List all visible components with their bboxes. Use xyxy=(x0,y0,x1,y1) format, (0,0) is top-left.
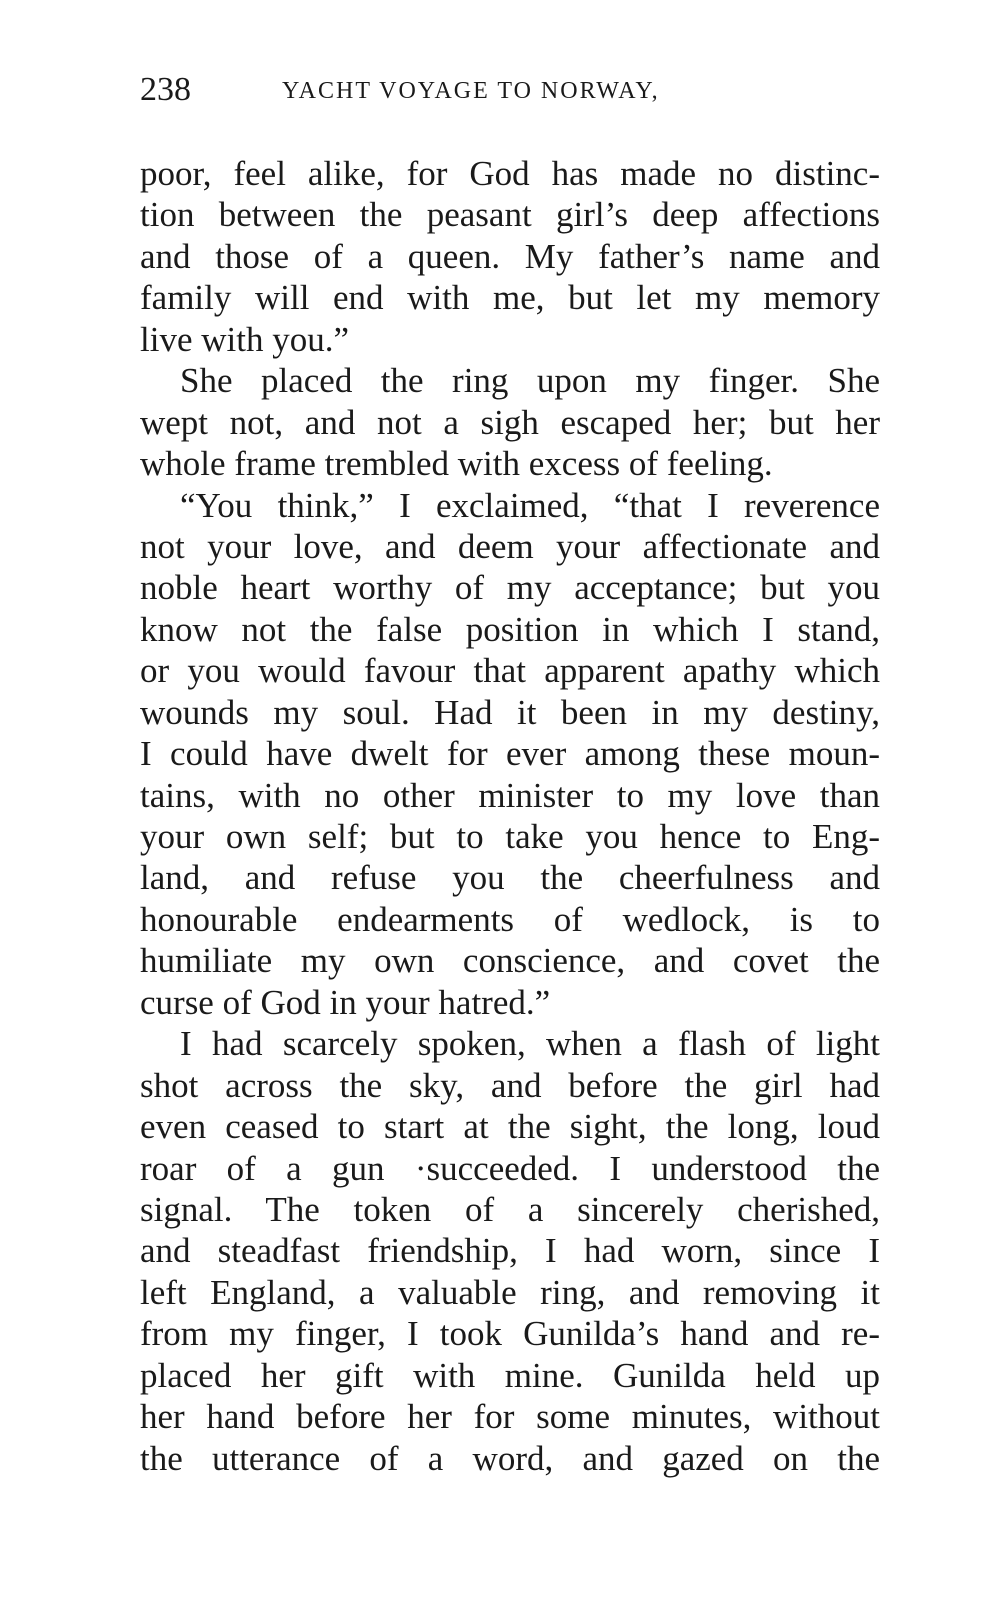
text-line: or you would favour that apparent apathy which xyxy=(140,651,880,691)
text-line: poor, feel alike, for God has made no distinc- xyxy=(140,154,880,193)
page-number: 238 xyxy=(140,71,191,108)
text-line: shot across the sky, and before the girl had xyxy=(140,1065,880,1105)
text-line: curse of God in your hatred.” xyxy=(140,982,551,1022)
text-line: from my finger, I took Gunilda’s hand and re- xyxy=(140,1314,880,1354)
text-line: signal. The token of a sincerely cherished, xyxy=(140,1189,880,1229)
text-line: family will end with me, but let my memory xyxy=(140,278,880,318)
text-line: tion between the peasant girl’s deep affections xyxy=(140,195,880,235)
text-line: humiliate my own conscience, and covet the xyxy=(140,941,880,981)
text-line: noble heart worthy of my acceptance; but you xyxy=(140,568,880,608)
text-line: and steadfast friendship, I had worn, since I xyxy=(140,1231,880,1271)
text-line: her hand before her for some minutes, without xyxy=(140,1397,880,1437)
text-line: know not the false position in which I stand, xyxy=(140,609,880,649)
text-line: wept not, and not a sigh escaped her; but her xyxy=(140,402,880,442)
text-line: your own self; but to take you hence to Eng- xyxy=(140,817,880,856)
text-line: honourable endearments of wedlock, is to xyxy=(140,899,880,939)
running-title: YACHT VOYAGE TO NORWAY, xyxy=(282,78,660,104)
text-line: placed her gift with mine. Gunilda held up xyxy=(140,1355,880,1395)
text-line: the utterance of a word, and gazed on the xyxy=(140,1438,880,1478)
text-line: not your love, and deem your affectionate and xyxy=(140,526,880,566)
text-line: even ceased to start at the sight, the long, loud xyxy=(140,1107,880,1147)
text-line: whole frame trembled with excess of feeling. xyxy=(140,444,773,484)
text-line: I could have dwelt for ever among these moun- xyxy=(140,734,880,774)
text-line: left England, a valuable ring, and removing it xyxy=(140,1272,880,1312)
text-line: “You think,” I exclaimed, “that I reverence xyxy=(180,485,880,525)
text-line: She placed the ring upon my finger. She xyxy=(180,361,880,401)
running-head xyxy=(140,70,880,110)
text-line: wounds my soul. Had it been in my destiny, xyxy=(140,692,880,732)
text-line: and those of a queen. My father’s name and xyxy=(140,236,880,276)
text-line: live with you.” xyxy=(140,319,349,359)
text-line: roar of a gun ·succeeded. I understood the xyxy=(140,1148,880,1188)
text-line: land, and refuse you the cheerfulness and xyxy=(140,858,880,898)
text-line: tains, with no other minister to my love than xyxy=(140,775,880,815)
text-line: I had scarcely spoken, when a flash of light xyxy=(180,1024,880,1064)
body-text xyxy=(140,153,880,1479)
